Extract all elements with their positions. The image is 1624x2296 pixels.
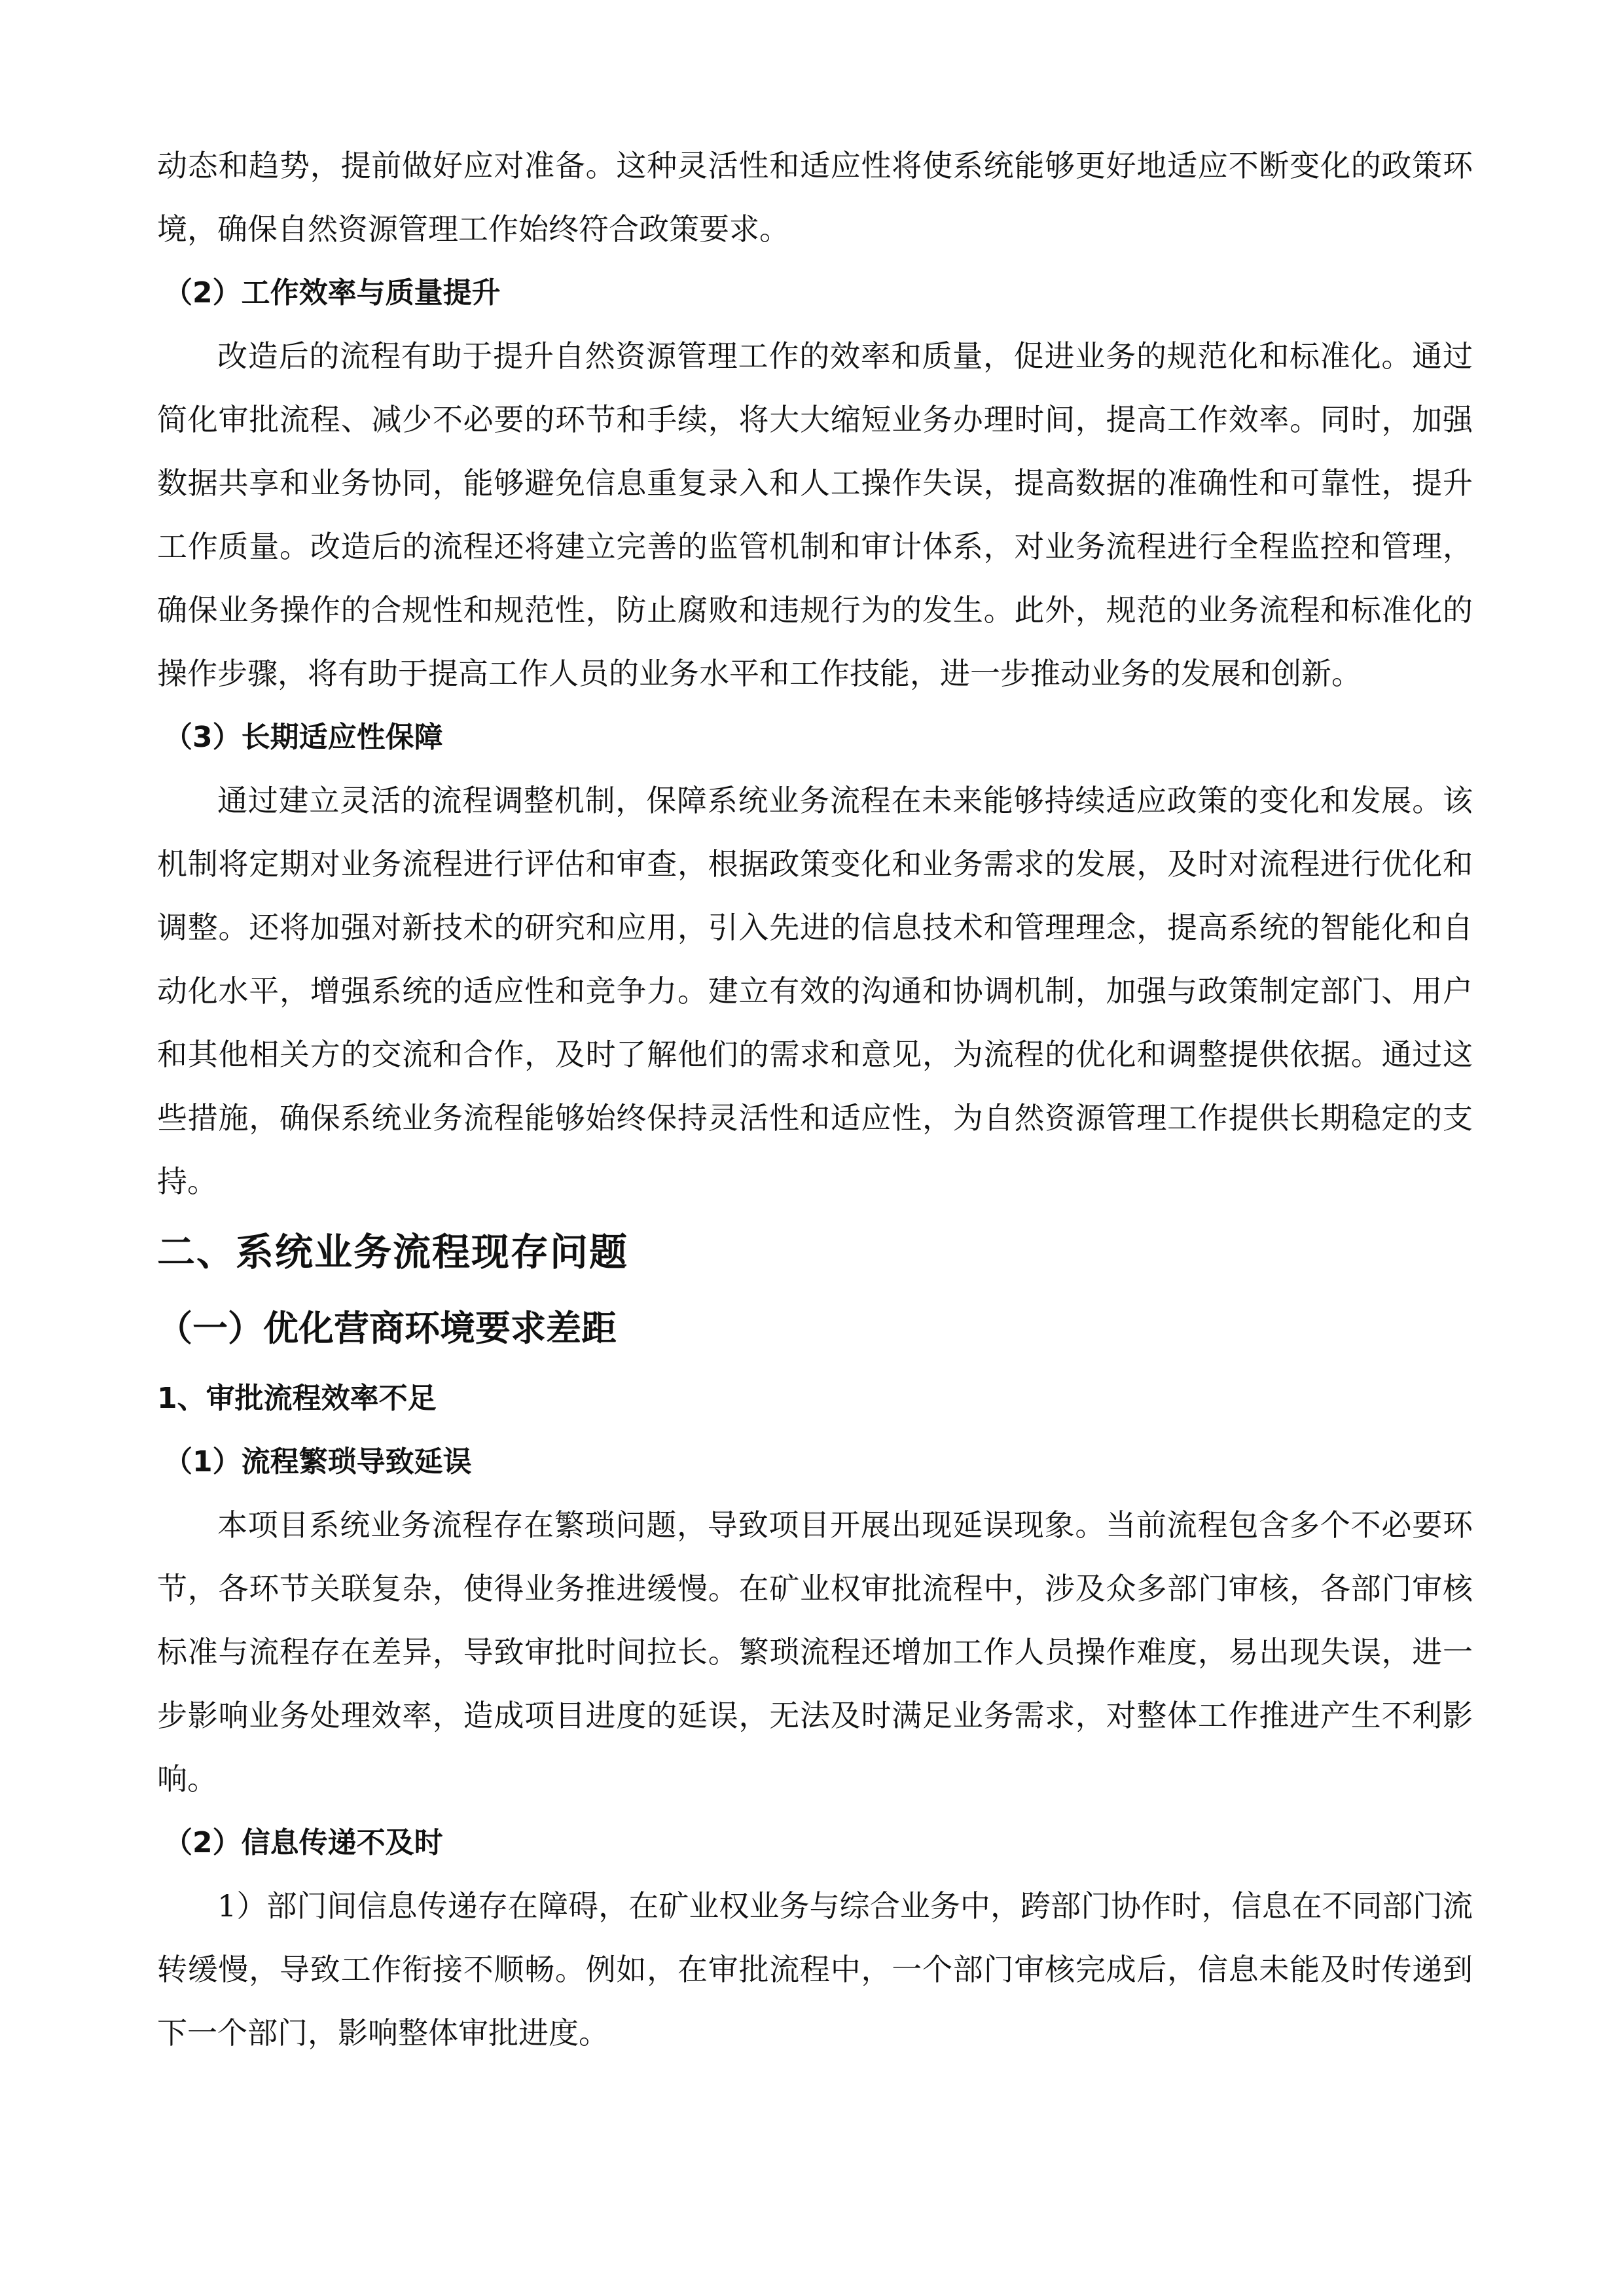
heading-info: （2）信息传递不及时 (164, 1826, 443, 1859)
item-heading: 1、审批流程效率不足 (157, 1382, 437, 1415)
intro-paragraph: 动态和趋势，提前做好应对准备。这种灵活性和适应性将使系统能够更好地适应不断变化的政策环境，确保自然资源管理工作始终符合政策要求。 (157, 148, 1473, 247)
heading-efficiency: （2）工作效率与质量提升 (164, 276, 501, 310)
efficiency-paragraph: 改造后的流程有助于提升自然资源管理工作的效率和质量，促进业务的规范化和标准化。通过简化审批流程、减少不必要的环节和手续，将大大缩短业务办理时间，提高工作效率。同时，加强数据共享和业务协同，能够避免信息重复录入和人工操作失误，提高数据的准确性和可靠性，提升工作质量。改造后的流程还将建立完善的监管机制和审计体系，对业务流程进行全程监控和管理，确保业务操作的合规性和规范性，防止腐败和违规行为的发生。此外，规范的业务流程和标准化的操作步骤，将有助于提高工作人员的业务水平和工作技能，进一步推动业务的发展和创新。 (157, 338, 1473, 691)
heading-longterm: （3）长期适应性保障 (164, 721, 443, 754)
cumbersome-paragraph: 本项目系统业务流程存在繁琐问题，导致项目开展出现延误现象。当前流程包含多个不必要环节，各环节关联复杂，使得业务推进缓慢。在矿业权审批流程中，涉及众多部门审核，各部门审核标准与流程存在差异，导致审批时间拉长。繁琐流程还增加工作人员操作难度，易出现失误，进一步影响业务处理效率，造成项目进度的延误，无法及时满足业务需求，对整体工作推进产生不利影响。 (157, 1507, 1473, 1797)
section-heading: 二、系统业务流程现存问题 (157, 1230, 629, 1274)
document-body (157, 134, 1473, 2065)
subsection-heading: （一）优化营商环境要求差距 (157, 1308, 617, 1349)
heading-cumbersome: （1）流程繁琐导致延误 (164, 1445, 472, 1479)
longterm-paragraph: 通过建立灵活的流程调整机制，保障系统业务流程在未来能够持续适应政策的变化和发展。该机制将定期对业务流程进行评估和审查，根据政策变化和业务需求的发展，及时对流程进行优化和调整。还将加强对新技术的研究和应用，引入先进的信息技术和管理理念，提高系统的智能化和自动化水平，增强系统的适应性和竞争力。建立有效的沟通和协调机制，加强与政策制定部门、用户和其他相关方的交流和合作，及时了解他们的需求和意见，为流程的优化和调整提供依据。通过这些措施，确保系统业务流程能够始终保持灵活性和适应性，为自然资源管理工作提供长期稳定的支持。 (157, 783, 1473, 1199)
info-paragraph: 1）部门间信息传递存在障碍，在矿业权业务与综合业务中，跨部门协作时，信息在不同部门流转缓慢，导致工作衔接不顺畅。例如，在审批流程中，一个部门审核完成后，信息未能及时传递到下一个部门，影响整体审批进度。 (157, 1888, 1473, 2051)
